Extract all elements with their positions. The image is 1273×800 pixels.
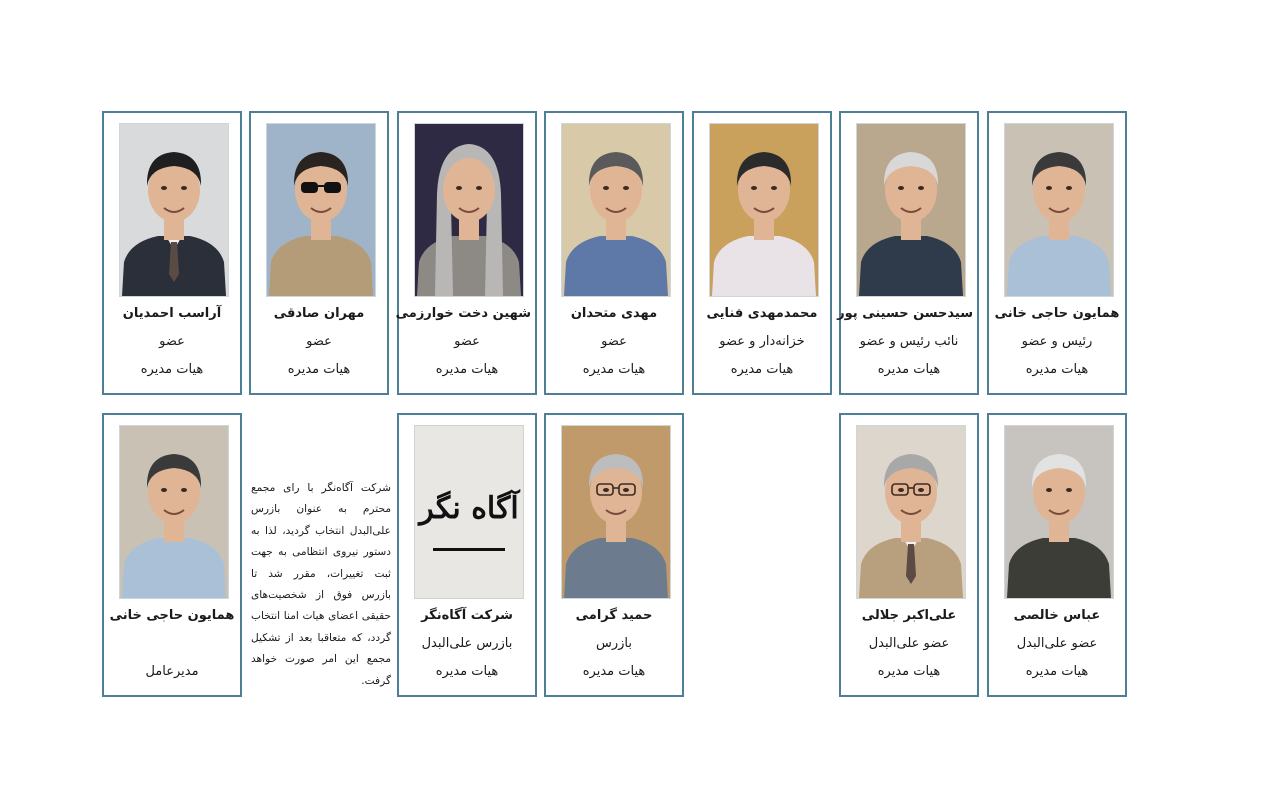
member-card-1 [987,111,1127,395]
member-role: مدیرعامل [145,664,199,679]
member-name: سیدحسن حسینی پور [837,306,973,321]
company-logo [414,425,524,599]
member-role: عضو [306,334,332,349]
member-photo [1004,123,1114,297]
member-card-7 [102,111,242,395]
member-card-3 [692,111,832,395]
member-board: هیات مدیره [877,664,941,679]
inspector-note: شرکت آگاه‌نگر با رای مجمع محترم به عنوان بازرس علی‌البدل انتخاب گردید، لذا به دستور نیروی انتظامی به جهت ثبت تغییرات، مقرر شد تا بازرس فوق از شخصیت‌های حقیقی اعضای هیات امنا انتخاب گردد، که متعاقبا بعد از تشکیل مجمع این امر صورت خواهد گرفت. [251,482,391,687]
member-name: حمید گرامی [575,608,653,623]
member-card-11 [397,413,537,697]
member-board: هیات مدیره [730,362,794,377]
member-name: علی‌اکبر جلالی [861,608,957,623]
member-board: هیات مدیره [1025,362,1089,377]
member-board: هیات مدیره [877,362,941,377]
member-name: مهدی متحدان [570,306,658,321]
member-role: عضو [159,334,185,349]
member-role: خزانه‌دار و عضو [719,334,805,349]
member-card-8 [987,413,1127,697]
member-card-4 [544,111,684,395]
member-name: مهران صادقی [273,306,365,321]
member-board: هیات مدیره [287,362,351,377]
member-role: نائب رئیس و عضو [859,334,959,349]
member-board: هیات مدیره [435,362,499,377]
logo-underline [433,548,505,551]
member-board: هیات مدیره [582,664,646,679]
member-role: رئیس و عضو [1021,334,1093,349]
member-photo [414,123,524,297]
member-card-10 [544,413,684,697]
member-role: بازرس [595,636,632,651]
member-card-9 [839,413,979,697]
member-name: شرکت آگاه‌نگر [421,608,513,623]
member-board: هیات مدیره [435,664,499,679]
member-role: عضو علی‌البدل [868,636,950,651]
member-photo [561,425,671,599]
member-photo [266,123,376,297]
member-photo [561,123,671,297]
member-role: عضو [601,334,627,349]
member-board: هیات مدیره [582,362,646,377]
member-card-6 [249,111,389,395]
logo-wordmark: آگاه نگر [419,491,519,526]
ceo-card [102,413,242,697]
member-name: همایون حاجی خانی [109,608,235,623]
member-board: هیات مدیره [140,362,204,377]
member-photo [856,123,966,297]
member-photo [119,425,229,599]
member-role: بازرس علی‌البدل [421,636,513,651]
member-name: عباس خالصی [1013,608,1101,623]
member-board: هیات مدیره [1025,664,1089,679]
member-card-2 [839,111,979,395]
member-name: آراسب احمدیان [122,306,222,321]
member-photo [1004,425,1114,599]
member-name: محمدمهدی فنایی [706,306,818,321]
member-photo [856,425,966,599]
member-role: عضو علی‌البدل [1016,636,1098,651]
member-card-5 [397,111,537,395]
member-name: شهین دخت خوارزمی [395,306,531,321]
member-role: عضو [454,334,480,349]
member-name: همایون حاجی خانی [994,306,1120,321]
member-photo [119,123,229,297]
member-photo [709,123,819,297]
